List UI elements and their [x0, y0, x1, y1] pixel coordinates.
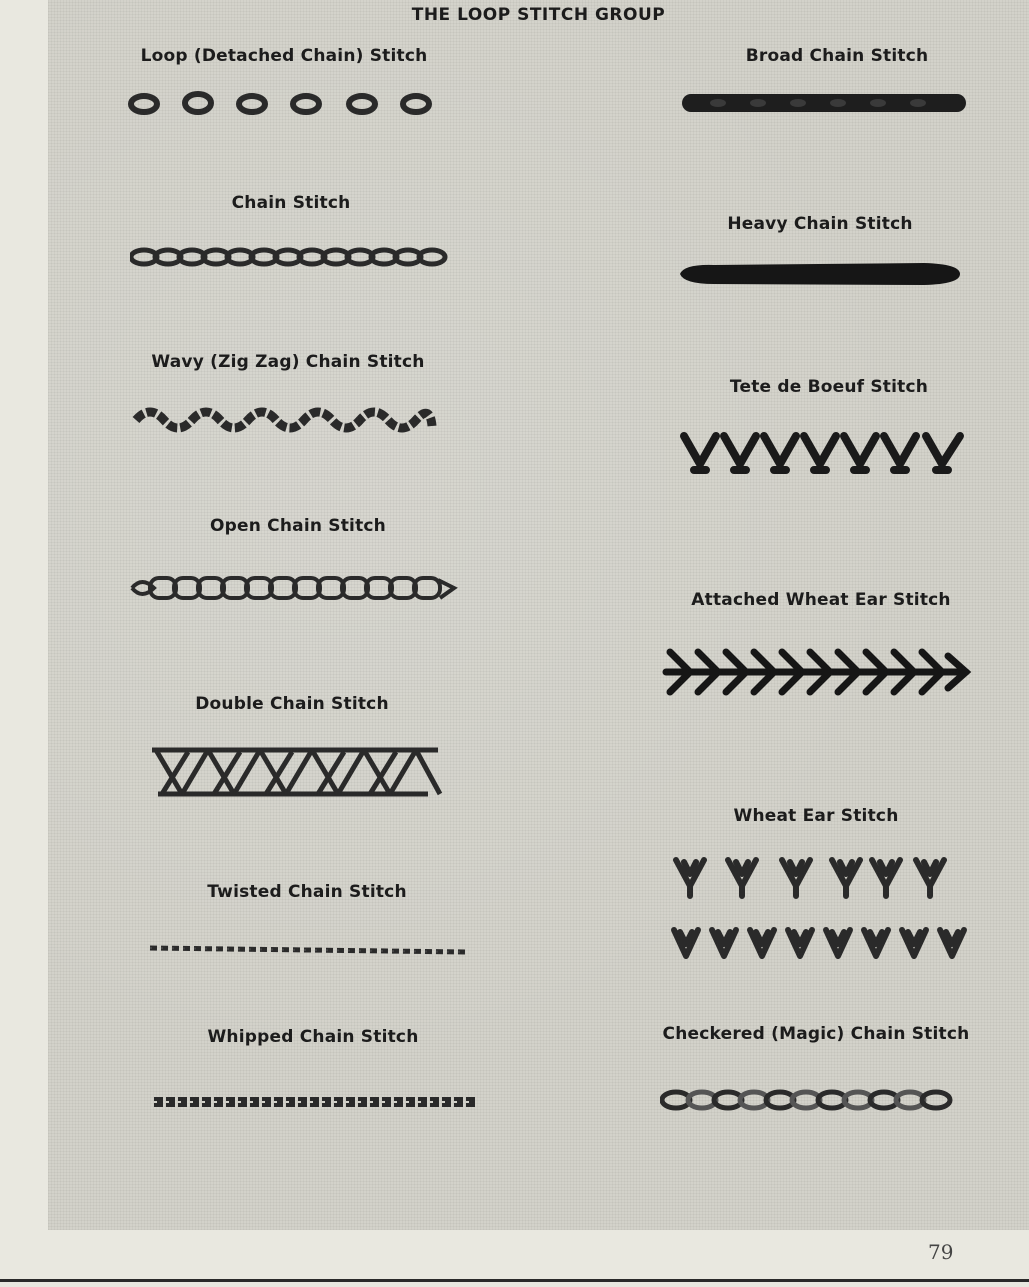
label-double-chain: Double Chain Stitch: [195, 694, 389, 714]
stitch-sample-broad-chain: [678, 88, 970, 118]
stitch-sample-heavy-chain: [674, 256, 966, 292]
stitch-sampler-photo: [48, 0, 1029, 1230]
label-attached-wheat-ear: Attached Wheat Ear Stitch: [691, 590, 951, 610]
label-checkered-magic-chain: Checkered (Magic) Chain Stitch: [662, 1024, 970, 1044]
stitch-sample-loop-detached-chain: [124, 86, 434, 122]
label-whipped-chain: Whipped Chain Stitch: [207, 1027, 419, 1047]
label-loop-detached-chain: Loop (Detached Chain) Stitch: [140, 46, 428, 66]
stitch-sample-checkered-chain: [660, 1084, 960, 1116]
stitch-sample-double-chain: [148, 742, 448, 804]
stitch-sample-open-chain: [128, 570, 460, 606]
stitch-sample-wavy-chain: [132, 398, 437, 440]
label-tete-de-boeuf: Tete de Boeuf Stitch: [729, 377, 929, 397]
stitch-sample-whipped-chain: [150, 1088, 482, 1116]
stitch-sample-twisted-chain: [146, 936, 471, 960]
page-title: THE LOOP STITCH GROUP: [411, 5, 666, 25]
stitch-sample-chain: [130, 242, 450, 272]
label-wavy-zig-zag-chain: Wavy (Zig Zag) Chain Stitch: [151, 352, 425, 372]
label-heavy-chain: Heavy Chain Stitch: [727, 214, 913, 234]
label-twisted-chain: Twisted Chain Stitch: [207, 882, 407, 902]
bottom-rule: [0, 1279, 1029, 1282]
label-chain: Chain Stitch: [231, 193, 351, 213]
label-open-chain: Open Chain Stitch: [210, 516, 386, 536]
stitch-sample-tete-de-boeuf: [676, 424, 972, 480]
stitch-sample-wheat-ear: [666, 852, 978, 972]
page-number: 79: [928, 1240, 954, 1264]
stitch-sample-attached-wheat-ear: [660, 640, 974, 704]
label-broad-chain: Broad Chain Stitch: [745, 46, 929, 66]
label-wheat-ear: Wheat Ear Stitch: [733, 806, 899, 826]
